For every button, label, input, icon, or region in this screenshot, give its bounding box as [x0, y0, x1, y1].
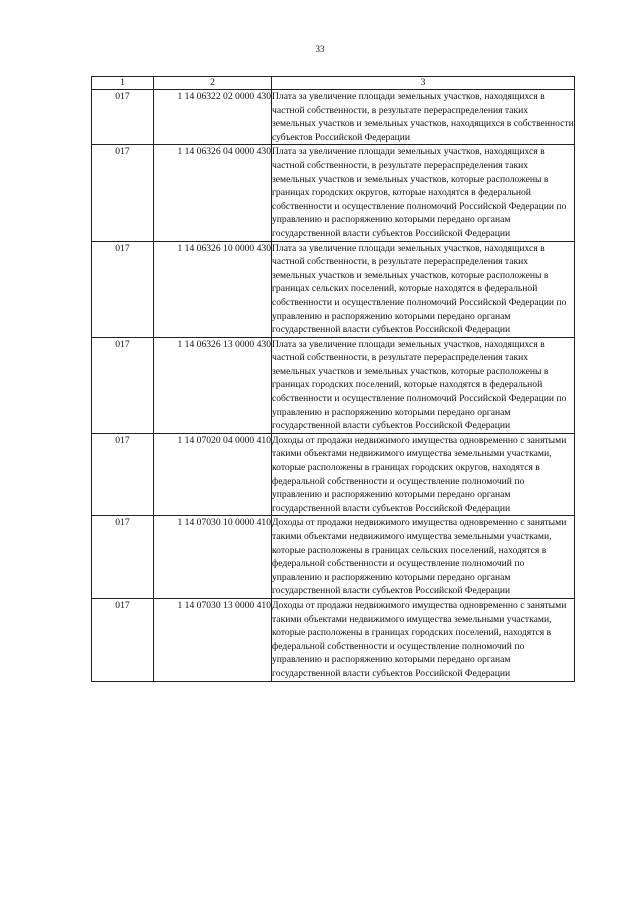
table-row	[92, 337, 575, 433]
revenue-code-cell: 1 14 06322 02 0000 430	[154, 90, 272, 145]
page-number: 33	[315, 44, 325, 54]
admin-code-cell: 017	[92, 337, 154, 433]
revenue-name-cell: Плата за увеличение площади земельных участков, находящихся в частной собственности, в результате перераспределения таких земельных участков и земельных участков, находящихся в собственности субъектов Российской Федерации	[272, 90, 575, 145]
revenue-codes-table	[91, 76, 575, 682]
admin-code-cell: 017	[92, 90, 154, 145]
admin-code-cell: 017	[92, 516, 154, 599]
revenue-code-cell: 1 14 06326 13 0000 430	[154, 337, 272, 433]
admin-code-cell: 017	[92, 433, 154, 516]
revenue-code-cell: 1 14 06326 04 0000 430	[154, 145, 272, 241]
table-row	[92, 433, 575, 516]
revenue-code-cell: 1 14 07020 04 0000 410	[154, 433, 272, 516]
table-row	[92, 241, 575, 337]
revenue-code-cell: 1 14 07030 10 0000 410	[154, 516, 272, 599]
table-row	[92, 598, 575, 681]
table-header-row	[92, 77, 575, 90]
admin-code-cell: 017	[92, 241, 154, 337]
revenue-name-cell: Плата за увеличение площади земельных участков, находящихся в частной собственности, в результате перераспределения таких земельных участков и земельных участков, которые расположены в границах сельских поселений, которые находятся в федеральной собственности и осуществление полномочий Российской Федерации по управлению и распоряжению которыми передано органам государственной власти субъектов Российской Федерации	[272, 241, 575, 337]
column-header-3: 3	[272, 77, 575, 90]
revenue-name-cell: Плата за увеличение площади земельных участков, находящихся в частной собственности, в результате перераспределения таких земельных участков и земельных участков, которые расположены в границах городских округов, которые находятся в федеральной собственности и осуществление полномочий Российской Федерации по управлению и распоряжению которыми передано органам государственной власти субъектов Российской Федерации	[272, 145, 575, 241]
table-row	[92, 145, 575, 241]
revenue-name-cell: Доходы от продажи недвижимого имущества одновременно с занятыми такими объектами недвижимого имущества земельными участками, которые расположены в границах городских округов, находятся в федеральной собственности и осуществление полномочий по управлению и распоряжению которыми передано органам государственной власти субъектов Российской Федерации	[272, 433, 575, 516]
admin-code-cell: 017	[92, 598, 154, 681]
revenue-name-cell: Доходы от продажи недвижимого имущества одновременно с занятыми такими объектами недвижимого имущества земельными участками, которые расположены в границах городских поселений, находятся в федеральной собственности и осуществление полномочий по управлению и распоряжению которыми передано органам государственной власти субъектов Российской Федерации	[272, 598, 575, 681]
column-header-1: 1	[92, 77, 154, 90]
table-row	[92, 90, 575, 145]
revenue-code-cell: 1 14 07030 13 0000 410	[154, 598, 272, 681]
column-header-2: 2	[154, 77, 272, 90]
admin-code-cell: 017	[92, 145, 154, 241]
revenue-code-cell: 1 14 06326 10 0000 430	[154, 241, 272, 337]
revenue-name-cell: Плата за увеличение площади земельных участков, находящихся в частной собственности, в результате перераспределения таких земельных участков и земельных участков, которые расположены в границах городских поселений, которые находятся в федеральной собственности и осуществление полномочий Российской Федерации по управлению и распоряжению которыми передано органам государственной власти субъектов Российской Федерации	[272, 337, 575, 433]
revenue-name-cell: Доходы от продажи недвижимого имущества одновременно с занятыми такими объектами недвижимого имущества земельными участками, которые расположены в границах сельских поселений, находятся в федеральной собственности и осуществление полномочий по управлению и распоряжению которыми передано органам государственной власти субъектов Российской Федерации	[272, 516, 575, 599]
table-row	[92, 516, 575, 599]
